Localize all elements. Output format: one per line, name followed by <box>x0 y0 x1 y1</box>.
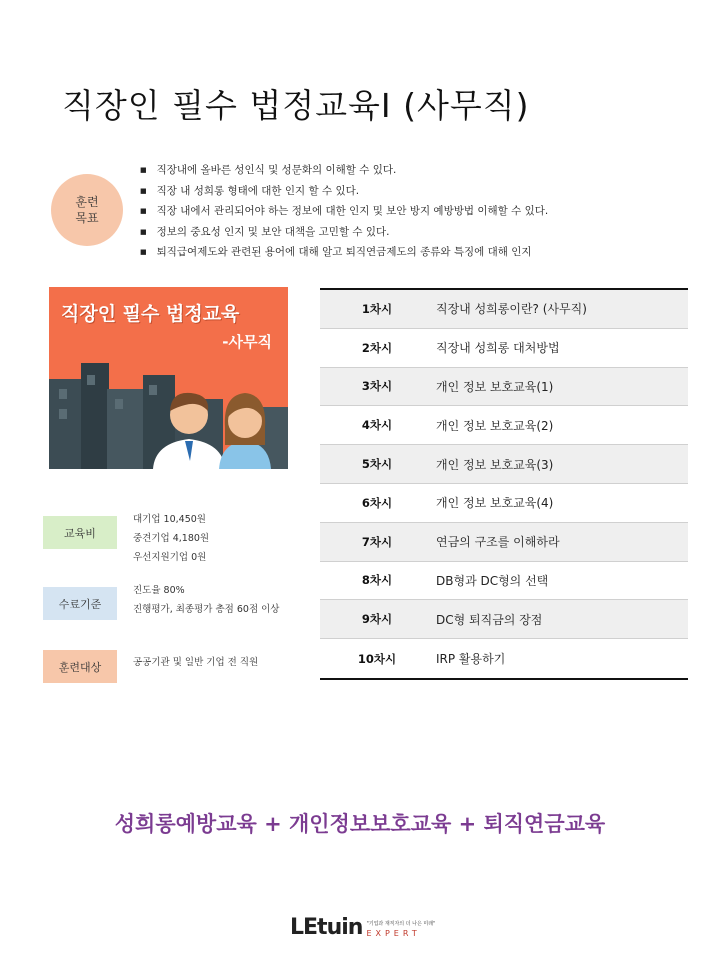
goal-item: ■ 직장내에 올바른 성인식 및 성문화의 이해할 수 있다. <box>140 160 548 181</box>
fee-line: 대기업 10,450원 <box>133 514 206 525</box>
fee-line: 우선지원기업 0원 <box>133 552 207 563</box>
session-number: 6차시 <box>361 495 393 510</box>
session-topic: 개인 정보 보호교육(4) <box>436 496 554 511</box>
session-topic: 개인 정보 보호교육(2) <box>436 418 554 433</box>
schedule-row <box>320 600 688 639</box>
schedule-row <box>320 445 688 484</box>
target-line: 공공기관 및 일반 기업 전 직원 <box>133 657 259 668</box>
course-banner-image <box>49 287 288 469</box>
criteria-line: 진행평가, 최종평가 총점 60점 이상 <box>133 604 280 615</box>
session-number: 9차시 <box>361 612 393 627</box>
session-topic: DB형과 DC형의 선택 <box>436 573 549 588</box>
completion-criteria-details <box>133 581 280 619</box>
session-number: 3차시 <box>361 379 393 394</box>
schedule-row <box>320 639 688 678</box>
session-topic: IRP 활용하기 <box>436 652 506 667</box>
schedule-row <box>320 406 688 445</box>
session-number: 10차시 <box>357 651 397 666</box>
fee-details <box>133 510 209 567</box>
criteria-line: 진도율 80% <box>133 585 185 596</box>
page-title: 직장인 필수 법정교육Ⅰ (사무직) <box>62 86 530 125</box>
session-number: 2차시 <box>361 340 393 355</box>
session-topic: 직장내 성희롱 대처방법 <box>436 341 560 356</box>
session-number: 5차시 <box>361 457 393 472</box>
session-topic: 연금의 구조를 이해하라 <box>436 535 560 550</box>
schedule-row <box>320 290 688 329</box>
logo-expert: EXPERT <box>366 929 421 938</box>
schedule-row <box>320 523 688 562</box>
fee-label: 교육비 <box>43 516 117 549</box>
completion-criteria-label: 수료기준 <box>43 587 117 620</box>
session-schedule-table <box>320 288 688 680</box>
banner-title: 직장인 필수 법정교육 <box>61 303 240 325</box>
schedule-row <box>320 484 688 523</box>
session-topic: 개인 정보 보호교육(1) <box>436 379 554 394</box>
session-number: 4차시 <box>361 418 393 433</box>
session-number: 7차시 <box>361 534 393 549</box>
training-goal-badge <box>51 174 123 246</box>
goal-item: ■ 정보의 중요성 인지 및 보안 대책을 고민할 수 있다. <box>140 222 548 243</box>
training-target-details <box>133 653 258 672</box>
fee-line: 중견기업 4,180원 <box>133 533 210 544</box>
session-topic: 직장내 성희롱이란? (사무직) <box>436 302 587 317</box>
schedule-row <box>320 368 688 407</box>
building-shape <box>107 389 143 469</box>
goal-item: ■ 퇴직급여제도와 관련된 용어에 대해 알고 퇴직연금제도의 종류와 특징에 대해 인지 <box>140 242 548 263</box>
goal-badge-line1: 훈련 <box>75 195 99 209</box>
goal-item: ■ 직장 내 성희롱 형태에 대한 인지 할 수 있다. <box>140 181 548 202</box>
goal-badge-line2: 목표 <box>75 211 99 225</box>
session-number: 8차시 <box>361 573 393 588</box>
training-target-label: 훈련대상 <box>43 650 117 683</box>
session-topic: DC형 퇴직금의 장점 <box>436 612 543 627</box>
letuin-expert-logo <box>290 910 435 940</box>
session-number: 1차시 <box>361 301 393 316</box>
schedule-row <box>320 329 688 368</box>
course-tagline: 성희롱예방교육 + 개인정보보호교육 + 퇴직연금교육 <box>114 812 606 836</box>
session-topic: 개인 정보 보호교육(3) <box>436 457 554 472</box>
goal-list <box>140 160 548 263</box>
logo-wordmark: LEtuin <box>290 915 363 940</box>
banner-subtitle: -사무직 <box>222 333 272 351</box>
schedule-row <box>320 562 688 601</box>
logo-slogan: "기업과 재직자의 더 나은 미래" <box>366 921 436 927</box>
goal-item: ■ 직장 내에서 관리되어야 하는 정보에 대한 인지 및 보안 방지 예방방법 이해할 수 있다. <box>140 201 548 222</box>
